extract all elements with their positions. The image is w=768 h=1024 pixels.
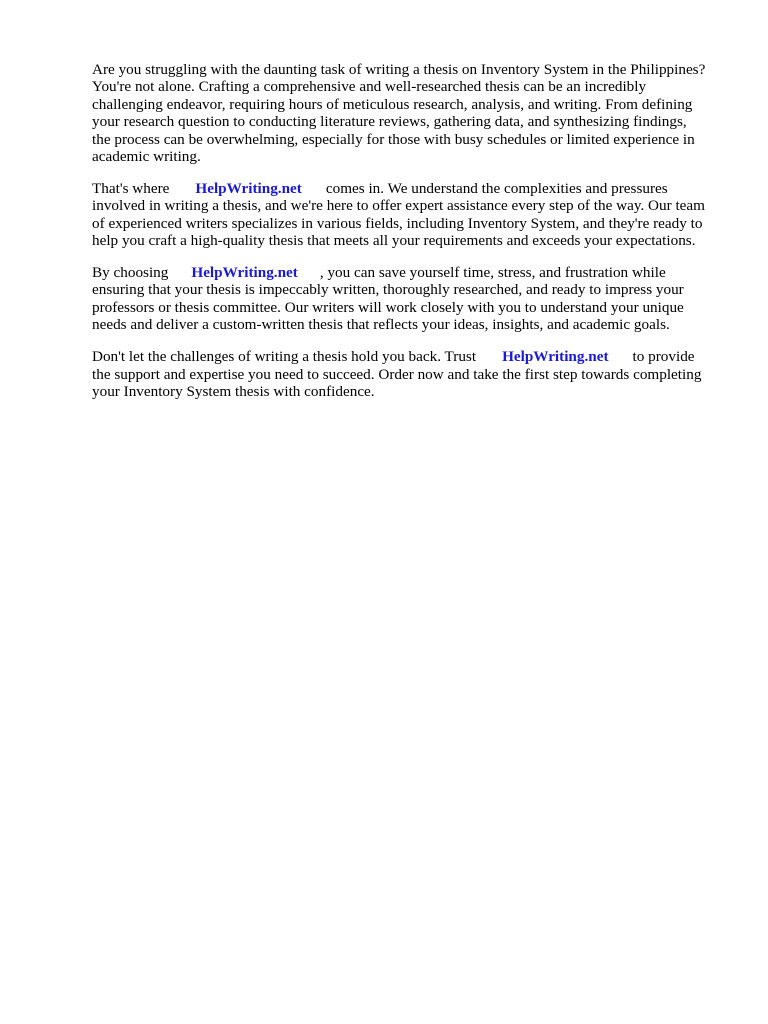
helpwriting-link[interactable]: HelpWriting.net [502, 348, 609, 366]
paragraph-closing [92, 348, 726, 400]
paragraph-closing-lead: Don't let the challenges of writing a thesis hold you back. Trust [92, 348, 477, 366]
paragraph-service-text: comes in. We understand the complexities and pressures involved in writing a thesis, and we're here to offer expert assistance every step of the way. Our team of experienced writers specializes in various fields, including Inventory System, and they're ready to help you craft a high-quality thesis that meets all your requirements and exceeds your expectations. [92, 179, 705, 250]
paragraph-benefits [92, 264, 726, 334]
helpwriting-link[interactable]: HelpWriting.net [191, 264, 298, 282]
paragraph-closing-text: to provide the support and expertise you need to succeed. Order now and take the first step towards completing your Inventory System thesis with confidence. [92, 348, 702, 400]
paragraph-benefits-lead: By choosing [92, 264, 169, 282]
paragraph-benefits-text: , you can save yourself time, stress, and frustration while ensuring that your thesis is impeccably written, thoroughly researched, and ready to impress your professors or thesis committee. Our writers will work closely with you to understand your unique needs and deliver a custom-written thesis that reflects your ideas, insights, and academic goals. [92, 264, 684, 334]
helpwriting-link[interactable]: HelpWriting.net [195, 179, 302, 197]
paragraph-service-lead: That's where [92, 179, 170, 197]
paragraph-intro: Are you struggling with the daunting task of writing a thesis on Inventory System in the Philippines? You're not alone. Crafting a comprehensive and well-researched thesis can be an incredibly challenging endeavor, requiring hours of meticulous research, analysis, and writing. From defining your research question to conducting literature reviews, gathering data, and synthesizing findings, the process can be overwhelming, especially for those with busy schedules or limited experience in academic writing. [92, 61, 706, 166]
paragraph-service [92, 180, 726, 250]
document-body [92, 61, 726, 415]
